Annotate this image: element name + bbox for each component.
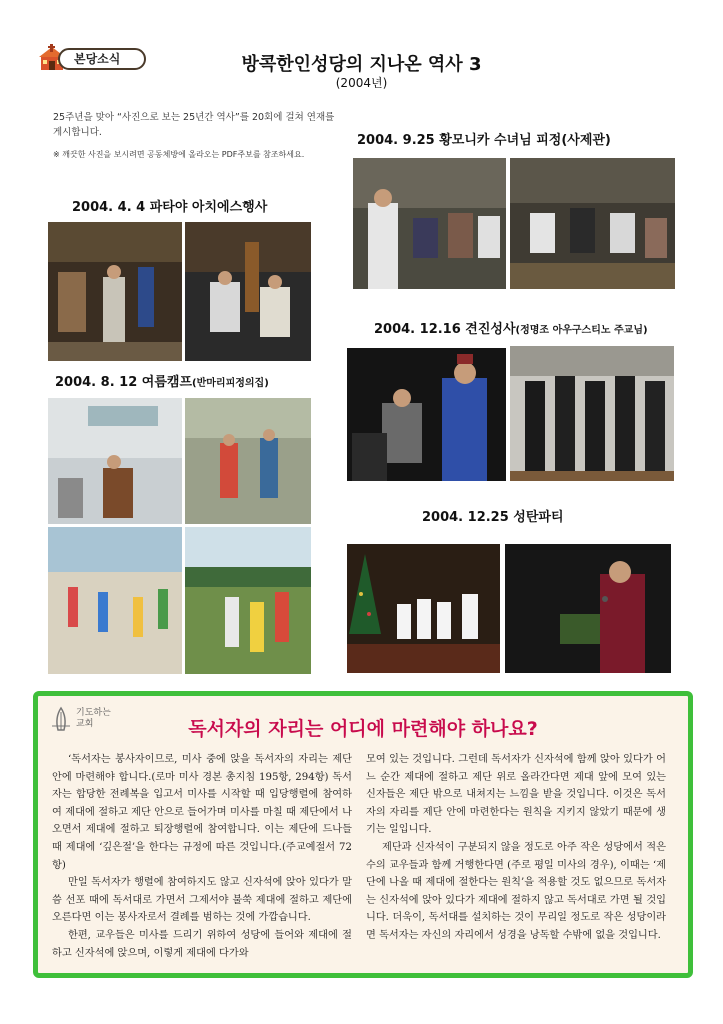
photo-camp-1 — [48, 398, 182, 524]
section-subheading-confirmation: (정명조 아우구스티노 주교님) — [515, 325, 648, 336]
photo-camp-3 — [48, 527, 182, 674]
badge-label: 본당소식 — [74, 52, 121, 66]
photo-confirmation-1 — [347, 348, 506, 481]
paragraph: 모여 있는 것입니다. 그런데 독서자가 신자석에 함께 앉아 있다가 어느 순간 제대에 절하고 제단 위로 올라간다면 제대 앞에 모여 있는 신자들은 제단 밖으로 내쳐지는 느낌을 받을 것입니다. 이것은 독서자의 자리를 제단 안에 마련한다는 원칙을 지키지 않았기 때문에 생기는 일입니다. — [366, 754, 666, 836]
page-subtitle: (2004년) — [335, 76, 388, 90]
logo-text-line2: 교회 — [76, 719, 94, 729]
paragraph: 만일 독서자가 행렬에 참여하지도 않고 신자석에 앉아 있다가 말씀 선포 때에 독서대로 가면서 그제서야 불쑥 제대에 절하고 제단에 오른다면 이는 봉사자로서 결례를 범하는 것에 가깝습니다. — [52, 877, 352, 924]
section-heading-retreat: 2004. 9.25 황모니카 수녀님 피정(사제관) — [357, 133, 611, 148]
photo-camp-4 — [185, 527, 311, 674]
section-heading-summer-camp-date: 2004. 8. 12 여름캠프 — [55, 375, 193, 390]
article-column-right — [366, 751, 666, 945]
photo-christmas-1 — [347, 544, 500, 673]
photo-confirmation-2 — [510, 346, 674, 481]
section-heading-christmas: 2004. 12.25 성탄파티 — [422, 510, 564, 525]
intro-text: 25주년을 맞아 “사진으로 보는 25년간 역사”를 20회에 걸쳐 연재를 게시합니다. — [53, 112, 335, 138]
photo-pattaya-2 — [185, 222, 311, 361]
section-heading-confirmation — [374, 318, 648, 337]
photo-christmas-2 — [505, 544, 671, 673]
section-subheading-summer-camp: (반마리피정의집) — [192, 378, 269, 389]
paragraph: 제단과 신자석이 구분되지 않을 정도로 아주 작은 성당에서 적은 수의 교우들과 함께 거행한다면 (주로 평일 미사의 경우), 이때는 ‘제단에 나올 때 제대에 절한다는 원칙’을 적용할 것도 없으므로 독서자는 신자석에 앉아 있다가 제대에 절하지 않고 독서대로 가면 될 것입니다. 더욱이, 독서대를 설치하는 것이 무리일 정도로 작은 성당이라면 독서자는 자신의 자리에서 성경을 낭독할 수밖에 없을 것입니다. — [366, 841, 666, 941]
paragraph: 한편, 교우들은 미사를 드리기 위하여 성당에 들어와 제대에 절하고 신자석에 앉으며, 이렇게 제대에 다가와 — [52, 929, 352, 959]
photo-retreat-1 — [353, 158, 506, 289]
section-heading-pattaya: 2004. 4. 4 파타야 아치에스행사 — [72, 200, 268, 215]
section-heading-summer-camp — [55, 371, 269, 390]
photo-retreat-2 — [510, 158, 675, 289]
article-box — [33, 691, 693, 978]
paragraph: ‘독서자는 봉사자이므로, 미사 중에 앉을 독서자의 자리는 제단 안에 마련해야 합니다.(로마 미사 경본 총지침 195항, 294항) 독서자는 합당한 전례복을 입고서 미사를 시작할 때 입당행렬에 참여하여 제대에 절하고 제단 안으로 들어가며 미사를 마칠 때 제단에서 나오면서 제대에 절하고 퇴장행렬에 참여합니다. 이는 제단에 드나들 때 제대에 ‘깊은절’을 한다는 규정에 따른 것입니다.(주교예절서 72항) — [52, 754, 352, 871]
photo-pattaya-1 — [48, 222, 182, 361]
page-title: 방콕한인성당의 지나온 역사 3 — [241, 54, 482, 75]
logo-text-line1: 기도하는 — [76, 708, 111, 718]
section-heading-confirmation-date: 2004. 12.16 견진성사 — [374, 322, 516, 337]
intro-note: ※ 깨끗한 사진을 보시려면 공동체방에 올라오는 PDF주보를 참조하세요. — [53, 150, 305, 159]
article-column-left — [52, 751, 352, 962]
photo-camp-2 — [185, 398, 311, 524]
article-title: 독서자의 자리는 어디에 마련해야 하나요? — [188, 718, 538, 740]
